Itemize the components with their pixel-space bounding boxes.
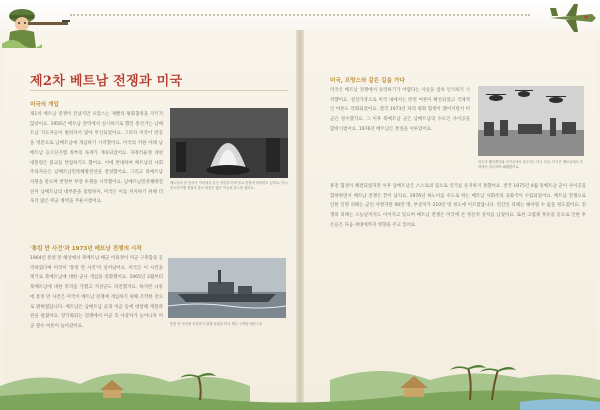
section-text-4: 휴전 협정이 체결되었지만 이후 남베트남은 스스로의 힘으로 국가를 유지하지 못했어요. 결국 1975년 4월 북베트남 군이 사이공을 함락하면서 베트남 전쟁은 끝이 났지요. 1976년 하노이를 수도로 하는 베트남 사회주의 공화국이 수립되었어요. 베트남 전쟁으로 인한 인명 피해는 군인 사망자만 90만 명, 부상자가 210만 명 정도에 이르렀답니다. 민간인 피해는 헤아릴 수 없을 정도였어요. 전쟁의 피해는 오늘날까지도 이어지고 있으며 베트남 전쟁은 미국에 큰 정신적 상처를 남겼어요. 또한 고엽제 후유증 등으로 인한 후손들은 다음 세대에까지 영향을 주고 있어요. (330, 184, 586, 228)
soldier-illustration (2, 2, 72, 48)
helicopter-photo (478, 86, 584, 156)
destroyer-photo (168, 258, 286, 318)
section-text-2: 1964년 통킹 만 해상에서 북베트남 해군 어뢰정이 미군 구축함을 공격하였다며 미국이 '통킹 만 사건'이 일어났어요. 미국은 이 사건을 계기로 북베트남에 대한 군사 개입을 강화했어요. 1965년 2월부터 북베트남에 대한 폭격을 가했고 지상군도 파견했지요. 하지만 나중에 통킹 만 사건은 미국이 베트남 전쟁에 개입하기 위해 조작한 것으로 밝혀졌답니다. 베트남은 남베트남 군과 미군 등에 대항해 게릴라전을 펼쳤어요. 장기화되는 전쟁에서 미군 측 사상자가 늘어나자 미군 철수 여론이 높아갔어요. (30, 256, 163, 329)
section-heading-1: 미국의 개입 (30, 102, 59, 108)
page-title: 제2차 베트남 전쟁과 미국 (30, 74, 183, 89)
photo-caption-2: 통킹 만 사건을 조작하기 위해 동원된 미국 해군 구축함 매독스호 (170, 322, 263, 326)
section-text-3: 미국은 베트남 전쟁에서 승리하기가 어렵다는 사실을 점차 인식하기 시작했어요. 설상가상으로 미국 내에서는 반전 여론이 확산되었고 국제적인 여론도 악화되었어요. 결국 1973년 파리 평화 협정이 맺어지면서 미군은 철수했지요. 그 이후 북베트남 군은 남베트남의 수도인 사이공을 함락시켰어요. 1976년 베트남은 통일을 이루었어요. (330, 88, 470, 132)
airplane-illustration (548, 2, 598, 36)
landscape-illustration (0, 340, 600, 410)
section-text-1: 제1차 베트남 전쟁이 끝났지만 프랑스는 재빨리 평화협정을 지키지 않았어요. 1956년 베트남 전역에서 실시하기로 했던 총선거는 남베트남 지도자들이 벌려자서 답아 무산되었어요. 그러자 미국이 반공을 명분으로 남베트남에 개입하기 시작했어요. 미국의 지원 아래 남베트남 응오딘지엠 정부의 독재가 계속되었어요. 자정러운정 개헌 대통령은 불교를 탄압하기도 했어요. 이에 반대하여 베트남의 사회주의자들은 남베트남민족해방전선을 결성했어요. 그리고 북베트남 지원을 받으며 반정부 무장 투쟁을 시작했어요. 남베트남민족해방전선이 남베트남의 대부분을 점령하자, 미국은 이를 저지하기 위해 더욱더 많은 미군 병력을 주둔시켰어요. (30, 112, 163, 205)
section-heading-2: '통킹 만 사건'과 1973년 베트남 전쟁의 시작 (30, 246, 142, 252)
monk-protest-photo (170, 108, 288, 178)
photo-caption-3: 미군의 헬리콥터와 사이공에서 철수하는 미군 모습. 미국은 베트남에서 전쟁에서 철수하며 패배했어요. (478, 160, 583, 169)
dotted-line (70, 14, 530, 16)
title-divider (30, 90, 288, 91)
section-heading-3: 미국, 프랑스와 같은 길을 가다 (330, 78, 405, 84)
photo-caption-1: 베트남의 한 승려가 거리에서 분신 자살을 하며 불교 탄압에 항의하고 있어요. 당시 응오딘지엠 정권의 종교 탄압은 많은 이들의 분노를 샀어요. (170, 181, 288, 190)
